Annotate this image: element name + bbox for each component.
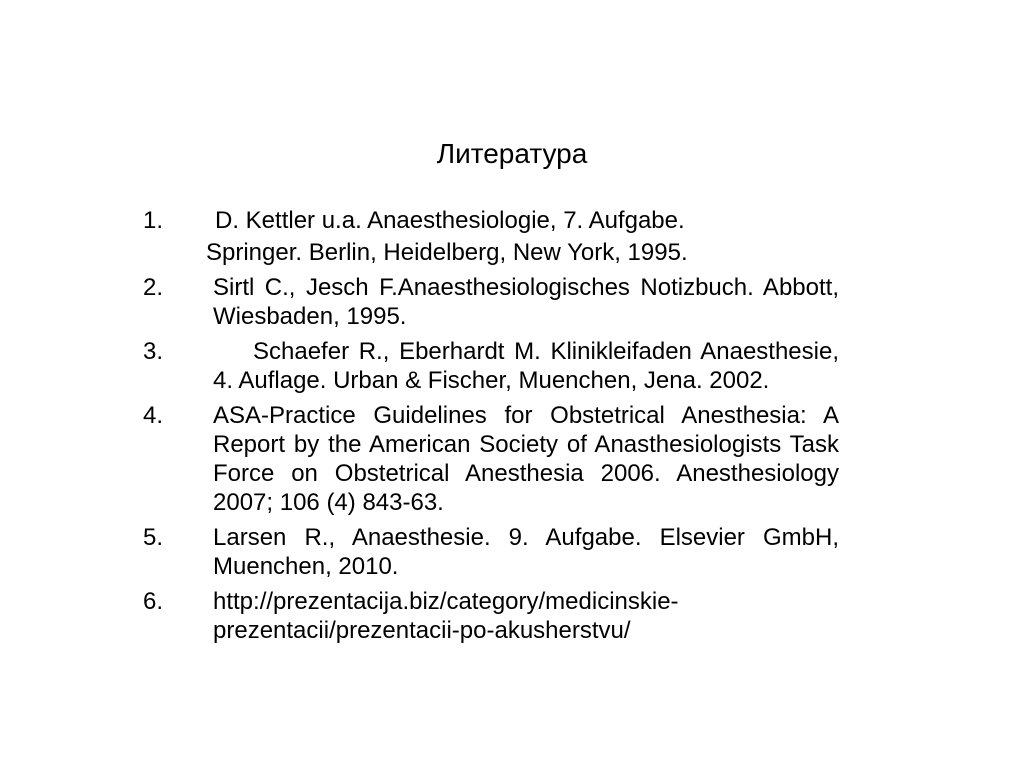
reference-number: 3. — [143, 338, 164, 365]
slide-title: Литература — [436, 138, 588, 169]
reference-text: Larsen R., Anaesthesie. 9. Aufgabe. Elsevier GmbH, Muenchen, 2010. — [213, 524, 839, 580]
reference-link[interactable]: http://prezentacija.biz/category/medicinskie-prezentacii/prezentacii-po-akusherstvu/ — [213, 588, 679, 644]
reference-text: Sirtl C., Jesch F.Anaesthesiologisches Notizbuch. Abbott, Wiesbaden, 1995. — [213, 274, 839, 330]
reference-number: 6. — [143, 588, 164, 615]
reference-item-2 — [143, 273, 839, 331]
reference-item-6 — [143, 587, 839, 645]
reference-number: 1. — [143, 207, 164, 234]
reference-list — [143, 206, 839, 651]
reference-item-3 — [143, 337, 839, 395]
reference-item-1 — [143, 206, 839, 267]
reference-number: 2. — [143, 274, 164, 301]
reference-item-5 — [143, 523, 839, 581]
reference-text: ASA-Practice Guidelines for Obstetrical Anesthesia: A Report by the American Society of Anasthesiologists Task Force on Obstetrical Anesthesia 2006. Anesthesiology 2007; 106 (4) 843-63. — [213, 402, 839, 516]
reference-text — [206, 206, 839, 267]
reference-line: D. Kettler u.a. Anaesthesiologie, 7. Aufgabe. — [215, 207, 685, 234]
reference-text: Schaefer R., Eberhardt M. Klinikleifaden Anaesthesie, 4. Auflage. Urban & Fischer, Muenchen, Jena. 2002. — [213, 338, 839, 394]
reference-number: 5. — [143, 524, 164, 551]
reference-number: 4. — [143, 402, 164, 429]
reference-line: Springer. Berlin, Heidelberg, New York, 1995. — [206, 239, 688, 266]
reference-item-4 — [143, 401, 839, 517]
